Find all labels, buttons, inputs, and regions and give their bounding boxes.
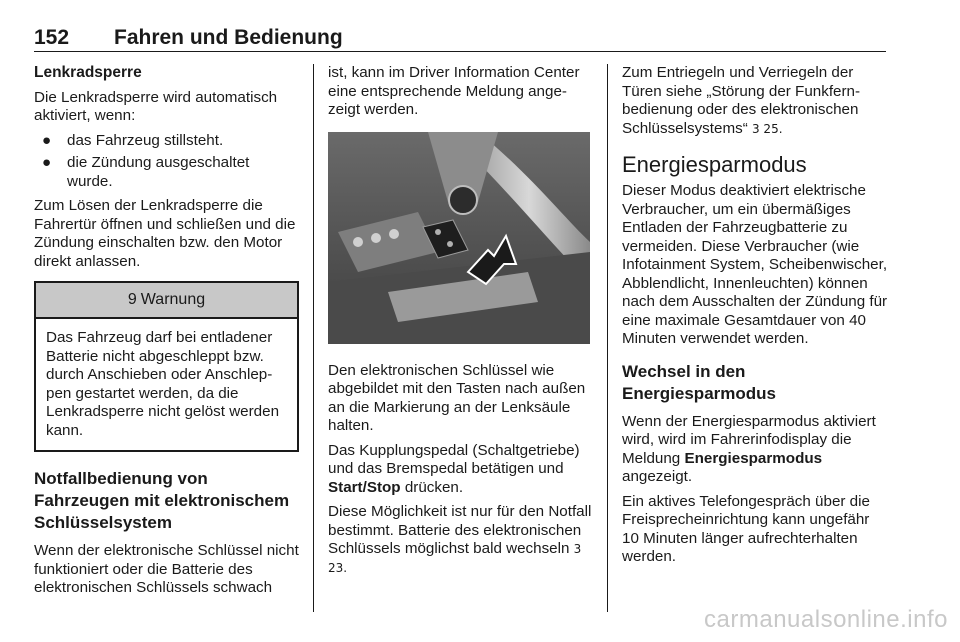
emergency-text: Wenn der elektronische Schlüssel nicht funktioniert oder die Batterie des elektronischen Schlüssels schwach [34, 542, 299, 596]
list-item: ● das Fahrzeug stillsteht. [42, 131, 224, 149]
door-text: Zum Entriegeln und Verriegeln der Türen siehe „Störung der Funkfernbedienung oder des elektronischen Schlüsselsystems“ 3 25. [622, 64, 861, 137]
key-instruction: Den elektronischen Schlüssel wie abgebildet mit den Tasten nach außen an die Markierung an der Lenksäule halten. [328, 361, 586, 434]
warning-text: Das Fahrzeug darf bei entladener Batterie nicht abgeschleppt bzw. durch Anschieben oder Anschleppen gestartet werden, da die Lenkradsperre nicht gelöst werden kann. [46, 329, 280, 439]
warning-triangle-icon: 9 [127, 290, 137, 308]
bullet-icon: ● [42, 131, 52, 149]
steering-column-key-illustration [328, 132, 590, 344]
message-label: Energiesparmodus [684, 449, 823, 467]
page-reference: 3 23. [328, 542, 582, 575]
bullet-icon: ● [42, 154, 52, 171]
page-number: 152 [34, 26, 70, 49]
watermark: carmanualsonline.info [704, 606, 948, 633]
page-header [34, 26, 886, 52]
phone-text: Ein aktives Telefongespräch über die Freisprecheinrichtung kann ungefähr 10 Minuten länger aufrechterhalten werden. [622, 492, 870, 565]
heading-energiesparmodus: Energiesparmodus [622, 152, 807, 177]
key-position-drawing [328, 132, 590, 344]
column-divider [607, 64, 608, 612]
continued-text: ist, kann im Driver Information Center eine entsprechende Meldung angezeigt werden. [328, 64, 580, 118]
column-3 [622, 64, 888, 573]
condition-list [34, 132, 299, 192]
switch-text: Wenn der Energiesparmodus aktiviert wird, wird im Fahrerinfodisplay die Meldung Energiesparmodus angezeigt. [622, 412, 876, 485]
warning-title: Warnung [140, 290, 206, 308]
warning-header [36, 283, 297, 319]
emergency-note: Diese Möglichkeit ist nur für den Notfall bestimmt. Batterie des elektronischen Schlüssels möglichst bald wechseln 3 23. [328, 503, 592, 575]
column-1 [34, 64, 299, 604]
section-title: Fahren und Bedienung [114, 26, 343, 49]
pedal-instruction: Das Kupplungspedal (Schaltgetriebe) und das Bremspedal betätigen und Start/Stop drücken. [328, 441, 580, 496]
heading-lenkradsperre: Lenkradsperre [34, 64, 142, 81]
unlock-text: Zum Lösen der Lenkradsperre die Fahrertür öffnen und schließen und die Zündung einschalten bzw. den Motor direkt anlassen. [34, 197, 296, 270]
column-2 [328, 64, 593, 583]
heading-wechsel: Wechsel in den Energiesparmodus [622, 361, 776, 403]
column-divider [313, 64, 314, 612]
list-item: ● die Zündung ausgeschaltet wurde. [42, 154, 250, 190]
start-stop-label: Start/Stop [328, 478, 401, 496]
page-reference: 3 25. [751, 121, 783, 136]
mode-description: Dieser Modus deaktiviert elektrische Verbraucher, um ein übermäßiges Entladen der Fahrzeugbatterie zu vermeiden. Diese Verbraucher (wie Infotainment System, Scheibenwischer, Abblendlicht, Innenleuchten) können nach dem Ausschalten der Zündung für eine maximale Gesamtdauer von 40 Minuten verwendet werden. [622, 182, 888, 347]
intro-text: Die Lenkradsperre wird automatisch aktiviert, wenn: [34, 88, 278, 124]
warning-box [34, 281, 299, 452]
heading-notfallbedienung: Notfallbedienung von Fahrzeugen mit elektronischem Schlüsselsystem [34, 469, 290, 532]
